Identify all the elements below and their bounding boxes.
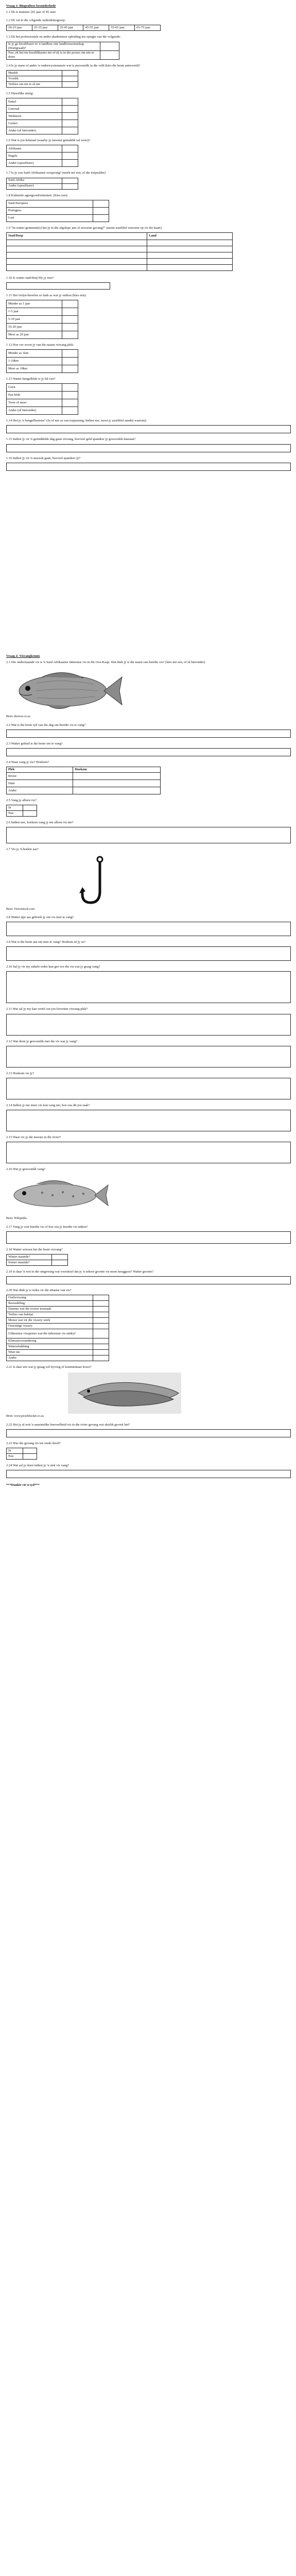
experience-option[interactable]: Minder as 1 jaar xyxy=(7,300,62,308)
place-header: Plek xyxy=(7,767,73,773)
experience-option[interactable]: 1-5 jaar xyxy=(7,308,62,316)
season-option[interactable]: Somer maande? xyxy=(7,1260,52,1265)
answer-cell[interactable] xyxy=(93,1307,109,1312)
answer-cell[interactable] xyxy=(23,1448,37,1454)
reason-option[interactable]: Oorbevissing xyxy=(7,1295,93,1301)
answer-cell[interactable] xyxy=(100,42,119,50)
question-2-11: 2.11 Wat sal jy my kan vertel oor jou favoriete visvang plek? xyxy=(6,1007,88,1011)
answer-cell[interactable] xyxy=(62,324,78,331)
answer-cell[interactable] xyxy=(62,392,78,399)
answer-box[interactable] xyxy=(6,922,291,936)
gender-option[interactable]: Manlik xyxy=(7,71,62,76)
answer-cell[interactable] xyxy=(62,178,78,183)
reason-cell[interactable] xyxy=(73,773,161,780)
club-option[interactable]: Een klub xyxy=(7,392,62,399)
question-2-21: 2.21 Is daar iets wat jy graag wil byvoeg of kommentaar lewer? xyxy=(6,1365,92,1369)
ethnicity-option[interactable]: Laai xyxy=(7,214,93,222)
question-2-8: 2.8 Watter tipe aas gebruik jy om vis mee te vang? xyxy=(6,916,74,919)
question-2-5: 2.5 Vang jy alleen vis? xyxy=(6,799,37,803)
answer-cell[interactable] xyxy=(23,811,37,817)
section-1 xyxy=(6,4,290,471)
question-1-9: 1.9 "In watter gemeente(s) het jy in die afgelope jare al seisoene gevang?" (neem asseblief seisoene op vir die kaart) xyxy=(6,226,162,230)
answer-cell[interactable] xyxy=(93,1312,109,1318)
marital-option[interactable]: Weduwee xyxy=(7,113,62,120)
answer-cell[interactable] xyxy=(93,1324,109,1329)
question-2-19: 2.19 Is daar 'n wet in die omgewing wat voorskryf dat jy 'n sekere grootte vis moet teruggooi? Watter grootte? xyxy=(6,1269,154,1274)
question-2-13: 2.13 Hoekom vis jy? xyxy=(6,1071,34,1075)
answer-cell[interactable] xyxy=(23,805,37,811)
question-1-1: 1.1 Ek is mansies {8} jaar of 45 ouer xyxy=(6,10,56,14)
answer-cell[interactable] xyxy=(62,76,78,82)
fishing-place-table xyxy=(6,767,161,794)
country-header: Land xyxy=(147,232,233,240)
reason-option[interactable]: Onwettige vissery xyxy=(7,1324,93,1329)
origin-option[interactable]: Ander (spesifiseer) xyxy=(7,183,62,189)
experience-option[interactable]: 10-20 jaar xyxy=(7,324,62,331)
town-table xyxy=(6,232,233,271)
marital-table xyxy=(6,98,78,134)
distance-option[interactable]: Meer as 10km xyxy=(7,365,62,373)
answer-cell[interactable] xyxy=(62,98,78,106)
language-option[interactable]: Ander (spesifiseer) xyxy=(7,160,62,167)
question-2-1: 2.1 Die onderstaande vis is 'n Suid-Afrikaanse inheemse vis in die Oos-Kaap. Wat dink jy is die naam van hierdie vis? (kies net een, of sê hieronder) xyxy=(6,660,205,665)
marital-option[interactable]: Ander (sê hieronder) xyxy=(7,127,62,134)
question-2-24: 2.24 Wat sal jy doen indien jy 'n siek vis vang? xyxy=(6,1464,69,1467)
no-option[interactable]: Nee xyxy=(7,1454,23,1460)
answer-box[interactable] xyxy=(6,971,291,1003)
fish3-source: Bron: www.pictoblocker.co.za xyxy=(6,1415,44,1418)
question-2-15: 2.15 Waar vis jy die meeste in die rivier? xyxy=(6,1135,61,1139)
section-2 xyxy=(6,654,290,1487)
answer-cell[interactable] xyxy=(62,384,78,392)
reason-option[interactable]: Uitheemse visspesies wat die inheemse vis uitdryf xyxy=(7,1329,93,1338)
question-1-13: 1.13 Watter hengelklub is jy lid van? xyxy=(6,377,56,381)
qualification-table xyxy=(6,42,119,60)
age-group-option[interactable]: 35-45 jaar xyxy=(58,25,83,31)
fish-source: Bron: dieroos.co.za xyxy=(6,715,30,719)
answer-cell[interactable] xyxy=(62,120,78,127)
country-cell[interactable] xyxy=(147,264,233,270)
reason-header: Hoekom xyxy=(73,767,161,773)
gender-option[interactable]: Vroulik xyxy=(7,76,62,82)
reason-option[interactable]: Waterafsakking xyxy=(7,1344,93,1350)
club-table xyxy=(6,383,78,415)
answer-box[interactable] xyxy=(6,1276,291,1284)
answer-cell[interactable] xyxy=(62,399,78,407)
question-1-4: 1.4 Is jy mans of ander 'n onderwysinstansie wat is persoonlik in die veld (kies die beste antwoord)? xyxy=(6,64,141,67)
question-2-3: 2.3 Watter gebied is die beste om te vang? xyxy=(6,741,63,745)
answer-cell[interactable] xyxy=(93,1355,109,1361)
no-option[interactable]: Nee xyxy=(7,811,23,817)
question-2-9: 2.9 Wat is die beste aas om mee te vang? Hoekom sê jy so? xyxy=(6,940,86,944)
answer-cell[interactable] xyxy=(62,350,78,358)
dead-table xyxy=(6,1448,37,1460)
age-group-option[interactable]: 65-75 jaar xyxy=(135,25,161,31)
marital-option[interactable]: Getroud xyxy=(7,106,62,113)
answer-cell[interactable] xyxy=(62,300,78,308)
qualification-option[interactable]: Is jy ge-kwalifiseer in 'n landbou-/nie landbouwetenskap (Hoërgraad)? xyxy=(7,42,100,50)
answer-cell[interactable] xyxy=(93,1338,109,1344)
town-cell[interactable] xyxy=(7,252,147,258)
answer-cell[interactable] xyxy=(100,50,119,59)
age-group-option[interactable]: 55-65 jaar xyxy=(109,25,135,31)
distance-option[interactable]: Minder as 1km xyxy=(7,350,62,358)
age-group-option[interactable]: 45-55 jaar xyxy=(83,25,109,31)
fish-illustration xyxy=(6,668,125,714)
answer-cell[interactable] xyxy=(93,1318,109,1324)
answer-cell[interactable] xyxy=(93,1329,109,1338)
question-1-15: 1.15 Indien jy vir 'n gemiddelde dag gaan visvang, hoeveel geld spandeer jy gewoonlik daaraan? xyxy=(6,437,136,442)
decline-reasons-table xyxy=(6,1295,109,1361)
reason-cell[interactable] xyxy=(73,780,161,787)
answer-cell[interactable] xyxy=(52,1260,68,1265)
hook-source: Bron: Vectorstock.com xyxy=(6,907,35,911)
qualification-option[interactable]: Nee, ek het nie kwalifikasies nie of ek is in die proses om iets te doen xyxy=(7,50,100,59)
reason-option[interactable]: Damme wat die riviere toemaak xyxy=(7,1307,93,1312)
question-1-14: 1.14 Het jy 'n hengellisensie? (Ja of nee as van toepassing; Indien nee, moet jy asseblief aandui waarom) xyxy=(6,419,147,423)
age-group-table xyxy=(6,25,161,31)
question-1-2: 1.2 Ek val in die volgende ouderdomsgroep: xyxy=(6,19,66,23)
country-cell[interactable] xyxy=(147,258,233,264)
question-1-5: 1.5 Huwelike uitsig: xyxy=(6,92,33,96)
question-2-17: 2.17 Vang jy ooit hierdie vis of hoe sou jy hierdie vis uitken? xyxy=(6,1225,88,1229)
origin-table xyxy=(6,178,78,190)
question-2-20: 2.20 Wat dink jy is redes vir die afname van vis? xyxy=(6,1289,72,1292)
answer-box[interactable] xyxy=(6,1078,291,1099)
answer-cell[interactable] xyxy=(62,358,78,365)
question-1-16: 1.16 Indien jy vir 'n naweek gaan, hoeveel spandeer jy? xyxy=(6,456,81,460)
answer-cell[interactable] xyxy=(62,316,78,324)
answer-box[interactable] xyxy=(6,730,291,738)
distance-table xyxy=(6,349,78,373)
question-2-16: 2.16 Wat jy gewoonlik vang? xyxy=(6,1167,46,1171)
ethnicity-table xyxy=(6,200,109,222)
answer-cell[interactable] xyxy=(62,308,78,316)
ethnicity-option[interactable]: Suid-Europees xyxy=(7,200,93,207)
question-1-7: 1.7 Is jy van Suid-Afrikaanse oorsprong? (merk net een, of die toepaslike) xyxy=(6,171,106,175)
question-2-22: 2.22 Het jy al ooit 'n aansienlike hoeveelheid vis in die rivier gevang wat skielik gevrek het? xyxy=(6,1422,130,1427)
question-2-18: 2.18 Watter seisoen het die beste visvang? xyxy=(6,1247,63,1251)
answer-cell[interactable] xyxy=(93,1301,109,1307)
place-option[interactable]: Ander xyxy=(7,787,73,794)
question-1-11: 1.11 Het vislyn-beoefen so lank as wat jy onthou (kies een): xyxy=(6,293,86,297)
answer-cell[interactable] xyxy=(62,365,78,373)
answer-box[interactable] xyxy=(6,748,291,756)
answer-box[interactable] xyxy=(6,827,291,843)
age-group-option[interactable]: 18-25 jaar xyxy=(7,25,32,31)
fish2-source: Bron: Wikipedia xyxy=(6,1217,27,1221)
country-cell[interactable] xyxy=(147,252,233,258)
question-2-23: 2.23 Was die gevang vis toe reeds dood? xyxy=(6,1441,61,1445)
language-table xyxy=(6,145,78,167)
alone-table xyxy=(6,805,37,817)
answer-box[interactable] xyxy=(6,1046,291,1067)
gender-table xyxy=(6,70,78,88)
question-2-2: 2.2 Wat is die beste tyd van die dag om hierdie vis te vang? xyxy=(6,723,86,727)
answer-cell[interactable] xyxy=(93,1344,109,1350)
answer-cell[interactable] xyxy=(62,113,78,120)
reason-option[interactable]: Klimaatsverandering xyxy=(7,1338,93,1344)
town-cell[interactable] xyxy=(7,264,147,270)
club-option[interactable]: Twee of meer xyxy=(7,399,62,407)
answer-cell[interactable] xyxy=(93,214,109,222)
answer-box[interactable] xyxy=(6,1110,291,1131)
distance-option[interactable]: 1-10km xyxy=(7,358,62,365)
answer-cell[interactable] xyxy=(62,145,78,152)
town-cell[interactable] xyxy=(7,240,147,246)
reason-option[interactable]: Ander xyxy=(7,1355,93,1361)
answer-cell[interactable] xyxy=(62,71,78,76)
experience-option[interactable]: Meer as 20 jaar xyxy=(7,331,62,339)
marital-option[interactable]: Enkel xyxy=(7,98,62,106)
answer-box[interactable] xyxy=(6,444,291,452)
age-group-option[interactable]: 25-35 jaar xyxy=(32,25,58,31)
gender-option[interactable]: Verkies om nie te sê nie xyxy=(7,82,62,88)
answer-box[interactable] xyxy=(6,463,291,471)
reason-option[interactable]: Mense wat vir die vissery werk xyxy=(7,1318,93,1324)
question-2-10: 2.10 Sal jy vir my enkele redes kan gee oor die vis wat jy graag vang? xyxy=(6,965,100,969)
reason-option[interactable]: Verlies van habitat xyxy=(7,1312,93,1318)
marital-option[interactable]: Geskei xyxy=(7,120,62,127)
answer-box[interactable] xyxy=(6,946,291,961)
question-1-6: 1.6 Wat is jou huistaal (waarby jy meestal gemaklik sal wees)? xyxy=(6,139,91,143)
country-cell[interactable] xyxy=(147,240,233,246)
answer-cell[interactable] xyxy=(62,183,78,189)
reason-option[interactable]: Besoedeling xyxy=(7,1301,93,1307)
question-2-6: 2.6 Indien nee, hoekom vang jy nie alleen vis nie? xyxy=(6,821,74,825)
answer-cell[interactable] xyxy=(93,207,109,214)
experience-option[interactable]: 5-10 jaar xyxy=(7,316,62,324)
origin-option[interactable]: Suid-Afrika xyxy=(7,178,62,183)
answer-cell[interactable] xyxy=(62,82,78,88)
section-1-title: Vraag 1: Biografiese besonderhede xyxy=(6,4,56,8)
question-2-12: 2.12 Wat doen jy gewoonlik met die vis wat jy vang? xyxy=(6,1039,78,1043)
answer-cell[interactable] xyxy=(62,331,78,339)
question-1-12: 1.12 Hoe ver woon jy van die naaste visvang plek: xyxy=(6,343,74,347)
language-option[interactable]: Engels xyxy=(7,152,62,160)
answer-box[interactable] xyxy=(6,425,291,433)
yes-option[interactable]: Ja xyxy=(7,805,23,811)
language-option[interactable]: Afrikaans xyxy=(7,145,62,152)
town-cell[interactable] xyxy=(7,246,147,252)
season-option[interactable]: Winter maande? xyxy=(7,1254,52,1260)
answer-cell[interactable] xyxy=(62,152,78,160)
experience-table xyxy=(6,300,78,339)
question-2-14: 2.14 Indien jy nie meer vis kon vang nie, hoe sou dit jou raak? xyxy=(6,1103,90,1107)
question-1-3: 1.3 Ek het professionele en ander akademiese opleiding ten opsigte van die volgende: xyxy=(6,35,121,39)
answer-box[interactable] xyxy=(6,1142,291,1163)
reason-option[interactable]: Weet nie xyxy=(7,1350,93,1355)
question-1-10: 1.10 Is watter stad/dorp bly jy nou? xyxy=(6,276,54,280)
place-option[interactable]: Dam xyxy=(7,780,73,787)
answer-cell[interactable] xyxy=(62,160,78,167)
fish-photo-2 xyxy=(68,1372,181,1414)
answer-cell[interactable] xyxy=(52,1254,68,1260)
answer-cell[interactable] xyxy=(62,127,78,134)
town-cell[interactable] xyxy=(7,258,147,264)
answer-cell[interactable] xyxy=(93,1295,109,1301)
answer-box[interactable] xyxy=(6,1014,291,1036)
season-table xyxy=(6,1254,68,1266)
answer-cell[interactable] xyxy=(23,1454,37,1460)
question-2-4: 2.4 Waar vang jy vis? Hoekom? xyxy=(6,760,49,764)
answer-box[interactable] xyxy=(6,282,110,290)
fish-photo xyxy=(6,1175,109,1216)
country-cell[interactable] xyxy=(147,246,233,252)
section-2-title: Vraag 2: Visvangkennis xyxy=(6,654,40,658)
club-option[interactable]: Geen xyxy=(7,384,62,392)
town-header: Stad/Dorp xyxy=(7,232,147,240)
fish-hook-icon xyxy=(78,855,114,907)
answer-cell[interactable] xyxy=(93,200,109,207)
answer-cell[interactable] xyxy=(62,106,78,113)
question-2-7: 2.7 Vis jy 'n hoekie aas? xyxy=(6,848,39,852)
place-option[interactable]: Rivier xyxy=(7,773,73,780)
answer-box[interactable] xyxy=(6,1231,291,1244)
question-1-8: 1.8 Kulturele agtergrond/etnisiteit. (Kies een): xyxy=(6,193,68,197)
reason-cell[interactable] xyxy=(73,787,161,794)
answer-box[interactable] xyxy=(6,1470,291,1478)
yes-option[interactable]: Ja xyxy=(7,1448,23,1454)
ethnicity-option[interactable]: Portugees xyxy=(7,207,93,214)
answer-cell[interactable] xyxy=(62,407,78,415)
answer-box[interactable] xyxy=(6,1429,291,1437)
thank-you-note: ***Dankie vir u tyd*** xyxy=(6,1483,40,1487)
club-option[interactable]: Ander (sê hieronder) xyxy=(7,407,62,415)
answer-cell[interactable] xyxy=(93,1350,109,1355)
